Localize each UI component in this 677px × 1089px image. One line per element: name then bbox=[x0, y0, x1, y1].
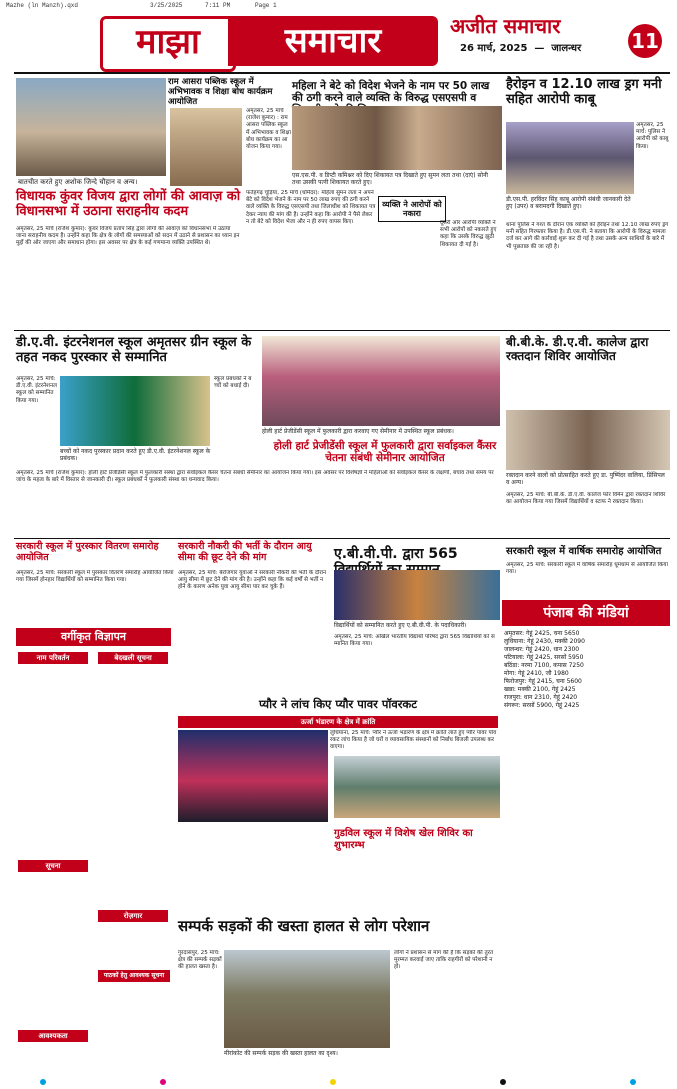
headline-heroin: हैरोइन व 12.10 लाख ड्रग मनी सहित आरोपी काबू bbox=[506, 77, 662, 107]
classified-tag-notice: सूचना bbox=[18, 860, 88, 872]
section-title-b: समाचार bbox=[228, 16, 438, 66]
photo-thagi bbox=[292, 106, 502, 170]
rule-1 bbox=[14, 330, 670, 331]
body-roads: गुरदासपुर, 25 मार्च: क्षेत्र की सम्पर्क सड़कों की हालत खस्ता है। bbox=[178, 950, 222, 971]
photo-vidhayak bbox=[16, 78, 166, 176]
caption-holy-heart: होली हार्ट प्रेजीडेंसी स्कूल में फुलकारी द्वारा करवाए गए सेमीनार में उपस्थित स्कूल प्रबंधक। bbox=[262, 428, 454, 435]
body-heroin-2: थाना पुलिस ने गश्त के दौरान एक व्यक्ति को हैरोइन तथा 12.10 लाख रुपए ड्रग मनी सहित गिरफ्तार किया है। डी.एस.पी. ने बताया कि आरोपी के विरुद्ध मामला दर्ज कर आगे की कार्रवाई शुरू कर दी गई है तथा उसके अन्य साथियों के बारे में भी पूछताछ की जा रही है। bbox=[506, 222, 669, 250]
caption-bbk-dav: रक्तदान करने वालों को प्रोत्साहित करते हुए डा. पुष्पिंदर वालिया, प्रिंसिपल व अन्य। bbox=[506, 472, 665, 487]
caption-abvp: विद्यार्थियों को सम्मानित करते हुए ए.बी.वी.पी. के पदाधिकारी। bbox=[334, 622, 467, 629]
body-vidhayak: अमृतसर, 25 मार्च (राजेश कुमार): कुंवर विजय प्रताप सिंह द्वारा लोगों की आवाज़ को विधानसभा में उठाया जाना सराहनीय कदम है। उन्होंने कहा कि क्षेत्र के लोगों की समस्याओं को सदन में उठाने से प्रशासन का ध्यान इन मुद्दों की ओर जाएगा और समाधान होगा। इस अवसर पर क्षेत्र के कई गणमान्य व्यक्ति उपस्थित थे। bbox=[16, 226, 240, 247]
print-registration-strip bbox=[0, 1075, 677, 1089]
masthead-rule bbox=[14, 72, 670, 74]
headline-holy-heart: होली हार्ट प्रेजीडेंसी स्कूल में फुलकारी द्वारा सर्वाइकल कैंसर चेतना संबंधी सेमीनार आयोजित bbox=[273, 440, 497, 465]
headline-vidhayak: विधायक कुंवर विजय द्वारा लोगों की आवाज़ को विधानसभा में उठाना सराहनीय कदम bbox=[16, 189, 241, 219]
classified-title: वर्गीकृत विज्ञापन bbox=[16, 628, 171, 646]
body-abvp: अमृतसर, 25 मार्च: अखिल भारतीय विद्यार्थी परिषद द्वारा 565 विद्यार्थियों को सम्मानित किया गया। bbox=[334, 634, 495, 648]
headline-bbk-dav: बी.बी.के. डी.ए.वी. कालेज द्वारा रक्तदान शिविर आयोजित bbox=[506, 335, 649, 363]
mandi-box bbox=[502, 605, 670, 1083]
rule-2 bbox=[14, 538, 670, 539]
headline-goodwill: गुडविल स्कूल में विशेष खेल शिविर का शुभारम्भ bbox=[334, 828, 473, 851]
mandi-row: फिरोजपुर: गेहूं 2415, चना 5600 bbox=[504, 678, 582, 685]
body-bbk-dav: अमृतसर, 25 मार्च: बी.बी.के. डी.ए.वी. कालेज फॉर विमेन द्वारा रक्तदान शिविर का आयोजन किया गया जिसमें विद्यार्थियों व स्टाफ ने रक्तदान किया। bbox=[506, 492, 666, 506]
photo-ram-asra bbox=[170, 108, 242, 186]
mandi-row: लुधियाना: गेहूं 2430, मक्की 2090 bbox=[504, 638, 585, 645]
photo-goodwill bbox=[334, 756, 500, 818]
classified-tag-eviction: बेदखली सूचना bbox=[98, 652, 168, 664]
photo-heroin bbox=[506, 122, 634, 194]
body-dav-intl-2: स्कूल प्रबंधकों ने बच्चों को बधाई दी। bbox=[214, 376, 252, 390]
headline-dav-intl: डी.ए.वी. इंटरनेशनल स्कूल अमृतसर ग्रीन स्कूल के तहत नकद पुरस्कार से सम्मानित bbox=[16, 335, 252, 365]
mandi-title: पंजाब की मंडियां bbox=[502, 600, 670, 626]
slug-page: Page 1 bbox=[255, 2, 277, 9]
photo-roads bbox=[224, 950, 390, 1048]
mandi-row: मोगा: गेहूं 2410, जौ 1980 bbox=[504, 670, 569, 677]
headline-annual-function: सरकारी स्कूल में वार्षिक समारोह आयोजित bbox=[506, 546, 662, 557]
mandi-row: राजपुरा: धान 2310, गेहूं 2420 bbox=[504, 694, 578, 701]
photo-holy-heart bbox=[262, 336, 500, 426]
quote-box: व्यक्ति ने आरोपों को नकारा bbox=[378, 196, 446, 222]
classified-box bbox=[16, 628, 171, 1078]
body-age-limit: अमृतसर, 25 मार्च: बेरोजगार युवाओं ने सरकारी नौकरी की भर्ती के दौरान आयु सीमा में छूट देने की मांग की है। उन्होंने कहा कि कई वर्षों से भर्ती न होने के कारण अनेक युवा आयु सीमा पार कर चुके हैं। bbox=[178, 570, 327, 591]
print-slug bbox=[0, 0, 677, 10]
mandi-rows bbox=[504, 630, 668, 710]
mandi-row: पटियाला: गेहूं 2425, सरसों 5950 bbox=[504, 654, 584, 661]
body-dav-intl: अमृतसर, 25 मार्च: डी.ए.वी. इंटरनेशनल स्कूल को सम्मानित किया गया। bbox=[16, 376, 57, 404]
caption-heroin: डी.एस.पी. हरविंदर सिंह काबू आरोपी संबंधी जानकारी देते हुए (उपर) व बरामदगी दिखाते हुए। bbox=[506, 196, 631, 211]
body-heroin: अमृतसर, 25 मार्च: पुलिस ने आरोपी को काबू किया। bbox=[636, 122, 669, 150]
classified-tag-jobs: रोज़गार bbox=[98, 910, 168, 922]
slug-time: 7:11 PM bbox=[205, 2, 231, 9]
caption-vidhayak: बातचीत करते हुए अशोक जिन्दे चौहान व अन्य। bbox=[18, 178, 138, 186]
headline-abvp: ए.बी.वी.पी. द्वारा 565 bbox=[334, 546, 458, 562]
mandi-row: बठिंडा: नरमा 7100, कपास 7250 bbox=[504, 662, 584, 669]
body-pure-power: लुधियाना, 25 मार्च: प्यौर ने ऊर्जा भंडारण के क्षेत्र में क्रांति लाते हुए प्यौर पावर पॉवरकट लांच किया है जो घरों व व्यावसायिक संस्थानों को निर्बाध बिजली उपलब्ध करवाएगा। bbox=[330, 730, 497, 751]
classified-tag-readers: पाठकों हेतु आवश्यक सूचना bbox=[98, 970, 170, 982]
mandi-row: जालन्धर: गेहूं 2420, धान 2300 bbox=[504, 646, 580, 653]
slug-date: 3/25/2025 bbox=[150, 2, 183, 9]
page-number: 11 bbox=[628, 24, 662, 58]
photo-abvp bbox=[334, 570, 500, 620]
classified-tag-requirement: आवश्यकता bbox=[18, 1030, 88, 1042]
photo-pure-power bbox=[178, 730, 328, 822]
body-thagi: फतेहगढ़ चूड़ियां, 25 मार्च (धर्मिंदर): महिला सुमन लता ने अपने बेटे को विदेश भेजने के नाम पर 50 लाख रुपए की ठगी करने वाले व्यक्ति के विरुद्ध एसएसपी तथा जिलाधीश को शिकायत पत्र देकर न्याय की मांग की है। उन्होंने कहा कि आरोपी ने पैसे लेकर न तो बेटे को विदेश भेजा और न ही रुपए वापस किए। bbox=[246, 190, 376, 225]
headline-roads: सम्पर्क सड़कों की खस्ता हालत से लोग परेशान bbox=[178, 917, 430, 935]
caption-dav-intl: बच्चों को नकद पुरस्कार प्रदान करते हुए डी.ए.वी. इंटरनेशनल स्कूल के प्रबंधक। bbox=[60, 448, 211, 463]
section-title-a: माझा bbox=[100, 16, 236, 72]
body-govt-school-prize: अमृतसर, 25 मार्च: सरकारी स्कूल में पुरस्कार वितरण समारोह आयोजित किया गया जिसमें होनहार विद्यार्थियों को सम्मानित किया गया। bbox=[16, 570, 174, 584]
headline-ram-asra: राम आसरा पब्लिक स्कूल में अभिभावक व शिक्षा बोध कार्यक्रम आयोजित bbox=[168, 77, 273, 107]
paper-name: अजीत समाचार bbox=[450, 14, 561, 38]
edition-date: 26 मार्च, 2025 — जालन्धर bbox=[460, 43, 582, 54]
body-thagi-2: दूसरी ओर आरोपी व्यक्ति ने सभी आरोपों को नकारते हुए कहा कि उसके विरुद्ध झूठी शिकायत दी गई है। bbox=[440, 220, 497, 248]
headline-thagi: महिला ने बेटे को विदेश भेजने के नाम पर 50 लाख की ठगी करने वाले व्यक्ति के विरुद्ध एसएसपी व bbox=[292, 80, 490, 105]
mandi-row: खन्ना: मक्की 2100, गेहूं 2425 bbox=[504, 686, 576, 693]
mandi-row: अमृतसर: गेहूं 2425, चना 5650 bbox=[504, 630, 580, 637]
headline-govt-school-prize: सरकारी स्कूल में पुरस्कार वितरण समारोह आयोजित bbox=[16, 541, 159, 563]
headline-age-limit: सरकारी नौकरी की भर्ती के दौरान आयु सीमा की छूट देने की मांग bbox=[178, 541, 312, 563]
masthead bbox=[80, 12, 670, 70]
mandi-row: संगरूर: सरसों 5900, गेहूं 2425 bbox=[504, 702, 580, 709]
classified-tag-name-change: नाम परिवर्तन bbox=[18, 652, 88, 664]
photo-dav-intl bbox=[60, 376, 210, 446]
photo-bbk-dav bbox=[506, 410, 670, 470]
body-roads-2: लोगों ने प्रशासन से मांग की है कि सड़कों की तुरंत मुरम्मत करवाई जाए ताकि राहगीरों को परेशानी न हो। bbox=[394, 950, 494, 971]
slug-file: Mazhe (ln Manzh).qxd bbox=[6, 2, 79, 9]
caption-thagi: एस.एस.पी. व डिप्टी कमिश्नर को दिए शिकायत पत्र दिखाते हुए सुमन लता तथा (दाएं) सोनी तथा उसकी पत्नी शिकायत करते हुए। bbox=[292, 172, 488, 187]
body-ram-asra: अमृतसर, 25 मार्च (राजेश कुमार) : राम आसरा पब्लिक स्कूल में अभिभावक व शिक्षा बोध कार्यक्रम का आयोजन किया गया। bbox=[246, 108, 291, 151]
caption-roads: मीरांकोट की सम्पर्क सड़क की खस्ता हालत का दृश्य। bbox=[224, 1050, 338, 1057]
body-holy-heart: अमृतसर, 25 मार्च (राजेश कुमार): होली हार्ट प्रेजीडेंसी स्कूल में फुलकारी संस्था द्वारा सर्वाइकल कैंसर चेतना संबंधी सेमीनार का आयोजन किया गया। इस अवसर पर विशेषज्ञों ने महिलाओं को सर्वाइकल कैंसर के लक्षणों, बचाव तथा समय पर जांच के महत्व के बारे में विस्तार से जानकारी दी। स्कूल प्रबंधकों ने फुलकारी संस्था का धन्यवाद किया। bbox=[16, 470, 494, 484]
subhead-pure-power: ऊर्जा भंडारण के क्षेत्र में क्रांति bbox=[178, 716, 498, 728]
body-annual-function: अमृतसर, 25 मार्च: सरकारी स्कूल में वार्षिक समारोह धूमधाम से आयोजित किया गया। bbox=[506, 562, 668, 576]
headline-pure-power: प्यौर ने लांच किए प्यौर पावर पॉवरकट bbox=[258, 697, 418, 711]
